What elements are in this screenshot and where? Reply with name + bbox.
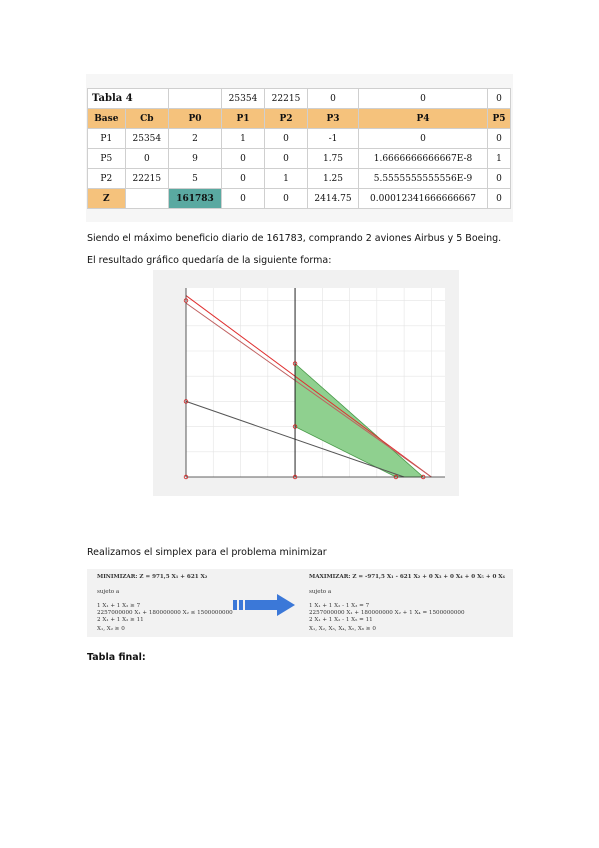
min-constraint: X₁, X₂ ≥ 0 [97, 626, 125, 632]
table-cell: 5 [169, 169, 222, 189]
table-cell: 1 [265, 169, 308, 189]
table-row [88, 169, 511, 189]
table-row [88, 149, 511, 169]
table-cell: 0 [265, 149, 308, 169]
table-cell: 0 [488, 169, 511, 189]
z-value: 161783 [169, 189, 222, 209]
max-constraint: 2257000000 X₁ + 180000000 X₂ + 1 X₄ = 1500000000 [309, 610, 465, 616]
graphic-solution-chart [153, 270, 459, 496]
column-header: P5 [488, 109, 511, 129]
z-cell: 0.00012341666666667 [359, 189, 488, 209]
final-table-heading: Tabla final: [87, 652, 146, 663]
max-constraint: 1 X₁ + 1 X₂ - 1 X₃ = 7 [309, 603, 370, 609]
column-header: P4 [359, 109, 488, 129]
min-constraint: 2257000000 X₁ + 180000000 X₂ ≤ 1500000000 [97, 610, 233, 616]
table-cell: 0 [488, 129, 511, 149]
min-constraint: 1 X₁ + 1 X₂ ≥ 7 [97, 603, 141, 609]
max-constraint: X₁, X₂, X₃, X₄, X₅, X₆ ≥ 0 [309, 626, 376, 632]
z-cell: 0 [265, 189, 308, 209]
table-cell: P1 [88, 129, 126, 149]
column-header: Cb [125, 109, 168, 129]
arrow-right-icon [233, 593, 297, 617]
column-header: P3 [308, 109, 359, 129]
column-header: Base [88, 109, 126, 129]
simplex-intro-paragraph: Realizamos el simplex para el problema minimizar [87, 547, 327, 558]
table-cell: 0 [265, 129, 308, 149]
column-header: P2 [265, 109, 308, 129]
cost-cell: 0 [308, 89, 359, 109]
z-label: Z [88, 189, 126, 209]
table-cell: P2 [88, 169, 126, 189]
min-constraint: 2 X₁ + 1 X₂ ≥ 11 [97, 617, 144, 623]
cost-cell: 22215 [265, 89, 308, 109]
simplex-table-panel [86, 74, 513, 222]
simplex-table [87, 88, 511, 209]
min-sujeto: sujeto a [97, 589, 120, 595]
column-header: P0 [169, 109, 222, 129]
cost-cell: 25354 [222, 89, 265, 109]
cost-cell: 0 [488, 89, 511, 109]
table-header-row [88, 109, 511, 129]
table-cell: 9 [169, 149, 222, 169]
table-cell: 2 [169, 129, 222, 149]
max-objective: MAXIMIZAR: Z = -971,5 X₁ - 621 X₂ + 0 X₃ + 0 X₄ + 0 X₅ + 0 X₆ [309, 574, 506, 580]
table-cell: 1 [222, 129, 265, 149]
table-cell: 0 [125, 149, 168, 169]
z-cell: 0 [488, 189, 511, 209]
table-cell: 1 [488, 149, 511, 169]
table-cell: 5.5555555555556E-9 [359, 169, 488, 189]
table-row [88, 129, 511, 149]
graph-intro-paragraph: El resultado gráfico quedaría de la siguiente forma: [87, 255, 332, 266]
minimize-maximize-panel [87, 569, 513, 637]
table-cell: 25354 [125, 129, 168, 149]
table-cell: 0 [222, 149, 265, 169]
table-cell: 1.6666666666667E-8 [359, 149, 488, 169]
z-row [88, 189, 511, 209]
column-header: P1 [222, 109, 265, 129]
cost-cell: 0 [359, 89, 488, 109]
z-cell: 0 [222, 189, 265, 209]
chart-svg [153, 270, 459, 496]
table-cell: 22215 [125, 169, 168, 189]
table-cell: 0 [359, 129, 488, 149]
z-cb [125, 189, 168, 209]
table-cell: 1.75 [308, 149, 359, 169]
table-cell: 1.25 [308, 169, 359, 189]
max-sujeto: sujeto a [309, 589, 332, 595]
z-cell: 2414.75 [308, 189, 359, 209]
table-cell: P5 [88, 149, 126, 169]
min-objective: MINIMIZAR: Z = 971,5 X₁ + 621 X₂ [97, 574, 208, 580]
table-cell: -1 [308, 129, 359, 149]
table-cell: 0 [222, 169, 265, 189]
table-title-row [88, 89, 511, 109]
result-paragraph: Siendo el máximo beneficio diario de 161783, comprando 2 aviones Airbus y 5 Boeing. [87, 233, 502, 244]
max-constraint: 2 X₁ + 1 X₂ - 1 X₅ = 11 [309, 617, 373, 623]
table-title: Tabla 4 [88, 89, 169, 109]
